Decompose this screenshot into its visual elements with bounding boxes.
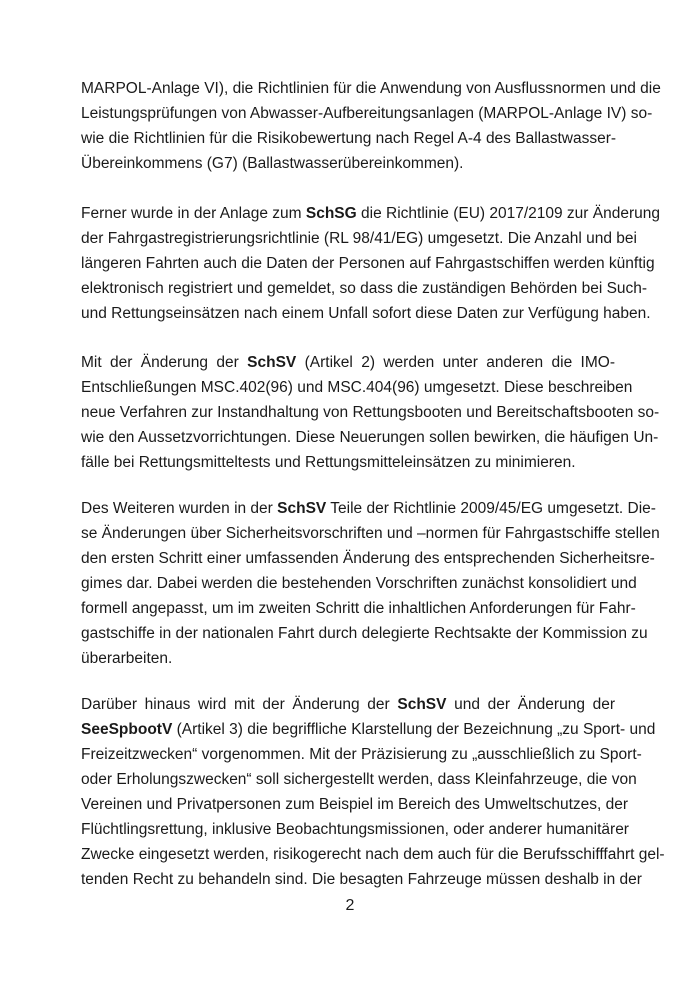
text-line	[81, 571, 637, 596]
text-segment: Ferner wurde in der Anlage zum	[81, 205, 306, 222]
text-line	[81, 425, 659, 450]
text-line	[81, 646, 615, 671]
text-segment: den ersten Schritt einer umfassenden Änderung des entsprechenden Sicherheitsre-	[81, 550, 655, 567]
text-segment: Übereinkommens (G7) (Ballastwasserübereinkommen).	[81, 155, 464, 172]
bold-term: SchSG	[305, 205, 357, 222]
text-line	[81, 496, 656, 521]
text-segment: (Artikel 3) die begriffliche Klarstellung der Bezeichnung „zu Sport- und	[172, 721, 656, 738]
paragraph-3	[81, 350, 660, 475]
text-segment: Leistungsprüfungen von Abwasser-Aufbereitungsanlagen (MARPOL-Anlage IV) so-	[81, 105, 653, 122]
bold-term: SchSV	[397, 696, 447, 713]
text-segment: Entschließungen MSC.402(96) und MSC.404(96) umgesetzt. Diese beschreiben	[81, 379, 633, 396]
text-segment: Mit der Änderung der	[81, 354, 248, 371]
text-segment: Des Weiteren wurden in der	[81, 500, 278, 517]
text-segment: neue Verfahren zur Instandhaltung von Rettungsbooten und Bereitschaftsbooten so-	[81, 404, 660, 421]
text-segment: fälle bei Rettungsmitteltests und Rettungsmitteleinsätzen zu minimieren.	[81, 454, 576, 471]
text-line	[81, 767, 637, 792]
text-segment: wie den Aussetzvorrichtungen. Diese Neuerungen sollen bewirken, die häufigen Un-	[81, 429, 659, 446]
text-segment: Teile der Richtlinie 2009/45/EG umgesetzt. Die-	[326, 500, 656, 517]
text-segment: tenden Recht zu behandeln sind. Die besagten Fahrzeuge müssen deshalb in der	[81, 871, 642, 888]
text-segment: und der Änderung der	[446, 696, 615, 713]
text-line	[81, 251, 655, 276]
text-segment: gimes dar. Dabei werden die bestehenden Vorschriften zunächst konsolidiert und	[81, 575, 637, 592]
text-segment: wie die Richtlinien für die Risikobewertung nach Regel A-4 des Ballastwasser-	[81, 130, 617, 147]
text-segment: MARPOL-Anlage VI), die Richtlinien für die Anwendung von Ausflussnormen und die	[81, 80, 661, 97]
paragraph-4	[81, 496, 660, 671]
text-line	[81, 792, 629, 817]
text-line	[81, 350, 615, 375]
text-segment: formell angepasst, um im zweiten Schritt die inhaltlichen Anforderungen für Fahr-	[81, 600, 636, 617]
text-line	[81, 621, 648, 646]
text-line	[81, 151, 615, 176]
text-line	[81, 400, 660, 425]
text-segment: Vereinen und Privatpersonen zum Beispiel im Bereich des Umweltschutzes, der	[81, 796, 629, 813]
text-line	[81, 867, 642, 892]
page-number: 2	[345, 897, 355, 914]
text-segment: Flüchtlingsrettung, inklusive Beobachtungsmissionen, oder anderer humanitärer	[81, 821, 629, 838]
text-segment: se Änderungen über Sicherheitsvorschriften und –normen für Fahrgastschiffe stellen	[81, 525, 660, 542]
text-line	[81, 375, 633, 400]
text-segment: (Artikel 2) werden unter anderen die IMO-	[296, 354, 615, 371]
bold-term: SeeSpbootV	[81, 721, 173, 738]
text-segment: Freizeitzwecken“ vorgenommen. Mit der Präzisierung zu „ausschließlich zu Sport-	[81, 746, 642, 763]
text-line	[81, 301, 651, 326]
text-line	[81, 521, 660, 546]
text-segment: der Fahrgastregistrierungsrichtlinie (RL 98/41/EG) umgesetzt. Die Anzahl und bei	[81, 230, 637, 247]
text-segment: überarbeiten.	[81, 650, 173, 667]
text-line	[81, 692, 615, 717]
text-line	[81, 201, 660, 226]
text-line	[81, 817, 629, 842]
text-segment: und Rettungseinsätzen nach einem Unfall sofort diese Daten zur Verfügung haben.	[81, 305, 651, 322]
paragraph-1	[81, 76, 661, 176]
text-line	[81, 842, 665, 867]
text-line	[81, 76, 661, 101]
text-line	[81, 101, 653, 126]
text-segment: elektronisch registriert und gemeldet, so dass die zuständigen Behörden bei Such-	[81, 280, 648, 297]
text-line	[81, 276, 648, 301]
text-segment: oder Erholungszwecken“ soll sichergestellt werden, dass Kleinfahrzeuge, die von	[81, 771, 637, 788]
text-segment: Zwecke eingesetzt werden, risikogerecht nach dem auch für die Berufsschifffahrt gel-	[81, 846, 665, 863]
text-line	[81, 596, 636, 621]
text-line	[81, 450, 615, 475]
text-line	[81, 126, 615, 151]
text-line	[81, 226, 637, 251]
text-segment: gastschiffe in der nationalen Fahrt durch delegierte Rechtsakte der Kommission zu	[81, 625, 648, 642]
text-line	[81, 742, 642, 767]
bold-term: SchSV	[277, 500, 327, 517]
text-segment: Darüber hinaus wird mit der Änderung der	[81, 696, 398, 713]
text-line	[81, 717, 656, 742]
text-segment: längeren Fahrten auch die Daten der Personen auf Fahrgastschiffen werden künftig	[81, 255, 655, 272]
paragraph-2	[81, 201, 660, 326]
bold-term: SchSV	[247, 354, 297, 371]
text-segment: die Richtlinie (EU) 2017/2109 zur Änderung	[356, 205, 660, 222]
text-line	[81, 546, 655, 571]
paragraph-5	[81, 692, 665, 892]
